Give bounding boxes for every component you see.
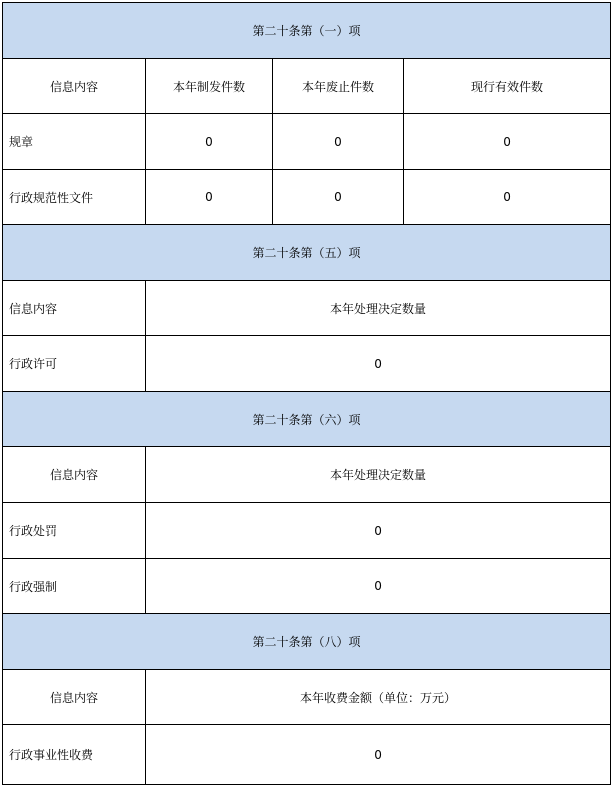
cell-repealed: 0 xyxy=(273,170,404,225)
section-4-header-row xyxy=(3,614,611,670)
col-header-info-content: 信息内容 xyxy=(3,447,146,503)
cell-effective: 0 xyxy=(404,114,611,170)
col-header-fee-amount: 本年收费金额（单位：万元） xyxy=(146,670,611,725)
section-4-title: 第二十条第（八）项 xyxy=(3,614,611,670)
cell-value: 0 xyxy=(146,725,611,785)
col-header-info-content: 信息内容 xyxy=(3,670,146,725)
disclosure-table xyxy=(2,2,611,785)
section-4-column-header-row xyxy=(3,670,611,725)
row-label: 规章 xyxy=(3,114,146,170)
section-1-title: 第二十条第（一）项 xyxy=(3,3,611,59)
section-2-title: 第二十条第（五）项 xyxy=(3,225,611,281)
col-header-decision-count: 本年处理决定数量 xyxy=(146,447,611,503)
row-label: 行政事业性收费 xyxy=(3,725,146,785)
row-label: 行政强制 xyxy=(3,559,146,614)
table-row xyxy=(3,114,611,170)
col-header-issued-count: 本年制发件数 xyxy=(146,59,273,114)
section-3-column-header-row xyxy=(3,447,611,503)
col-header-info-content: 信息内容 xyxy=(3,59,146,114)
row-label: 行政规范性文件 xyxy=(3,170,146,225)
table-row xyxy=(3,725,611,785)
cell-value: 0 xyxy=(146,503,611,559)
cell-value: 0 xyxy=(146,336,611,392)
cell-issued: 0 xyxy=(146,114,273,170)
section-1-header-row xyxy=(3,3,611,59)
cell-repealed: 0 xyxy=(273,114,404,170)
col-header-decision-count: 本年处理决定数量 xyxy=(146,281,611,336)
table-row xyxy=(3,170,611,225)
section-2-column-header-row xyxy=(3,281,611,336)
table-row xyxy=(3,336,611,392)
section-1-column-header-row xyxy=(3,59,611,114)
col-header-effective-count: 现行有效件数 xyxy=(404,59,611,114)
section-3-header-row xyxy=(3,392,611,447)
table-row xyxy=(3,503,611,559)
table-row xyxy=(3,559,611,614)
col-header-info-content: 信息内容 xyxy=(3,281,146,336)
section-2-header-row xyxy=(3,225,611,281)
cell-value: 0 xyxy=(146,559,611,614)
row-label: 行政处罚 xyxy=(3,503,146,559)
col-header-repealed-count: 本年废止件数 xyxy=(273,59,404,114)
section-3-title: 第二十条第（六）项 xyxy=(3,392,611,447)
row-label: 行政许可 xyxy=(3,336,146,392)
cell-issued: 0 xyxy=(146,170,273,225)
cell-effective: 0 xyxy=(404,170,611,225)
